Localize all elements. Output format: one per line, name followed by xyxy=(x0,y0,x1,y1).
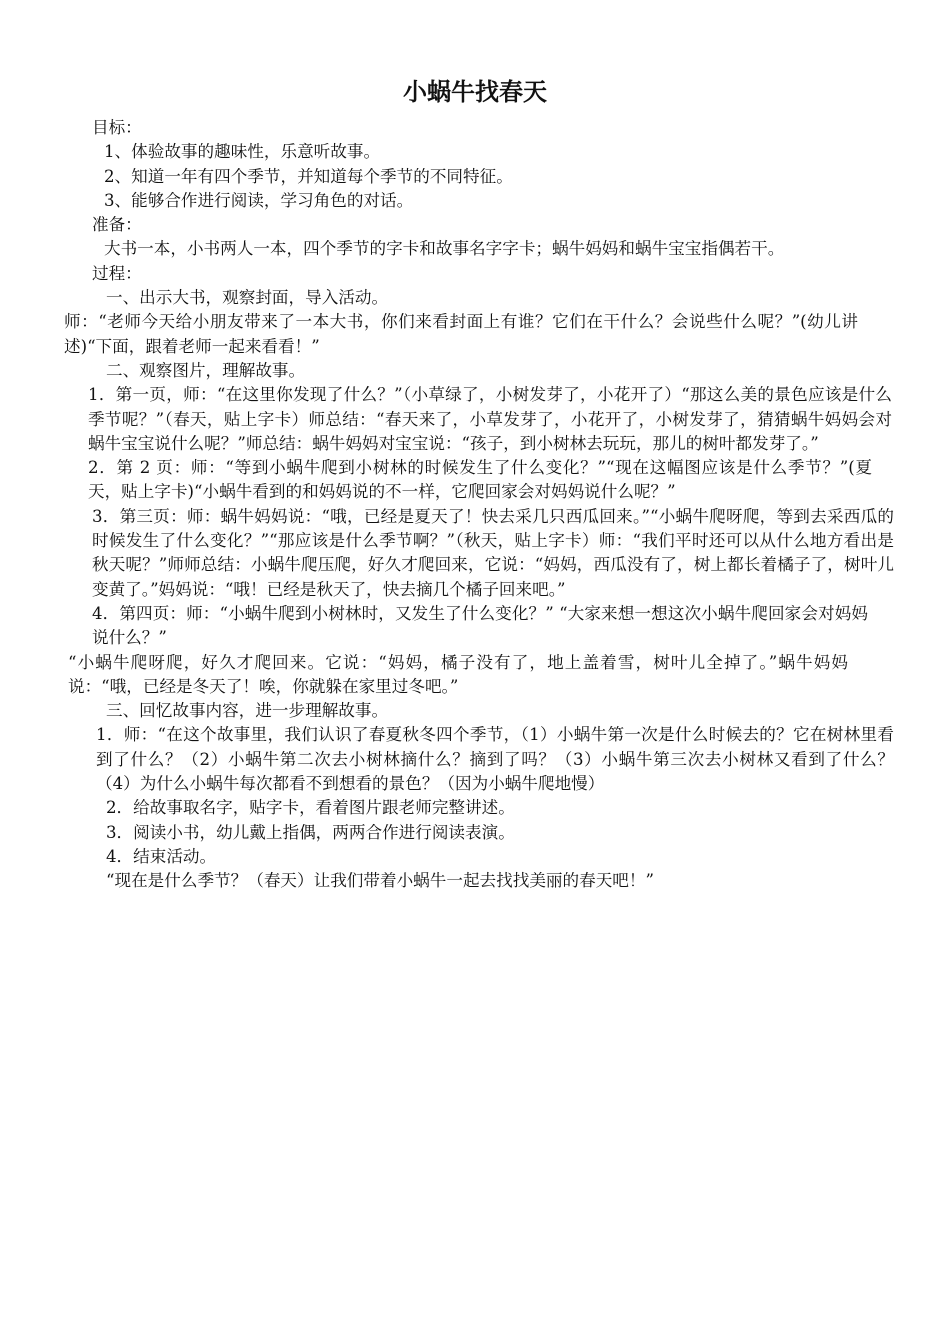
process-step-heading: 一、出示大书，观察封面，导入活动。 xyxy=(106,288,389,308)
section-heading-process: 过程： xyxy=(92,263,142,283)
process-step-heading: 二、观察图片，理解故事。 xyxy=(106,360,306,380)
process-paragraph: 师：“老师今天给小朋友带来了一本大书，你们来看封面上有谁？它们在干什么？会说些什么呢？”(幼儿讲述)“下面，跟着老师一起来看看！” xyxy=(64,312,858,356)
process-item: 3．阅读小书，幼儿戴上指偶，两两合作进行阅读表演。 xyxy=(106,822,515,842)
process-paragraph: 3．第三页：师：蜗牛妈妈说：“哦，已经是夏天了！快去采几只西瓜回来。”“小蜗牛爬呀爬，等到去采西瓜的时候发生了什么变化？”“那应该是什么季节啊？”（秋天，贴上字卡）师：“我们平时还可以从什么地方看出是秋天呢？”师师总结：小蜗牛爬压爬，好久才爬回来，它说：“妈妈，西瓜没有了，树上都长着橘子了，树叶儿变黄了。”妈妈说：“哦！已经是秋天了，快去摘几个橘子回来吧。” xyxy=(92,506,894,599)
goal-item: 1、体验故事的趣味性，乐意听故事。 xyxy=(104,142,381,162)
process-paragraph: 1．第一页，师：“在这里你发现了什么？”（小草绿了，小树发芽了，小花开了）“那这么美的景色应该是什么季节呢？”（春天，贴上字卡）师总结：“春天来了，小草发芽了，小花开了，小树发芽了，猜猜蜗牛妈妈会对蜗牛宝宝说什么呢？”师总结：蜗牛妈妈对宝宝说：“孩子，到小树林去玩玩，那儿的树叶都发芽了。” xyxy=(88,385,892,453)
goal-item: 2、知道一年有四个季节，并知道每个季节的不同特征。 xyxy=(104,166,513,186)
process-paragraph: “小蜗牛爬呀爬，好久才爬回来。它说：“妈妈，橘子没有了，地上盖着雪，树叶儿全掉了。”蜗牛妈妈说：“哦，已经是冬天了！唉，你就躲在家里过冬吧。” xyxy=(68,652,848,696)
process-item: 2．给故事取名字，贴字卡，看着图片跟老师完整讲述。 xyxy=(106,798,515,818)
document-body xyxy=(64,116,894,894)
closing-quote: “现在是什么季节？（春天）让我们带着小蜗牛一起去找找美丽的春天吧！” xyxy=(106,871,654,891)
process-paragraph: 2．第 2 页：师：“等到小蜗牛爬到小树林的时候发生了什么变化？”“现在这幅图应该是什么季节？”(夏天，贴上字卡)“小蜗牛看到的和妈妈说的不一样，它爬回家会对妈妈说什么呢？” xyxy=(88,458,872,502)
process-step-heading: 三、回忆故事内容，进一步理解故事。 xyxy=(106,701,389,721)
goal-item: 3、能够合作进行阅读，学习角色的对话。 xyxy=(104,190,414,210)
process-paragraph: 1．师：“在这个故事里，我们认识了春夏秋冬四个季节，（1）小蜗牛第一次是什么时候去的？它在树林里看到了什么？（2）小蜗牛第二次去小树林摘什么？摘到了吗？（3）小蜗牛第三次去小树林又看到了什么？（4）为什么小蜗牛每次都看不到想看的景色？（因为小蜗牛爬地慢） xyxy=(96,725,894,794)
process-item: 4．结束活动。 xyxy=(106,846,217,866)
preparation-text: 大书一本，小书两人一本，四个季节的字卡和故事名字字卡；蜗牛妈妈和蜗牛宝宝指偶若干。 xyxy=(104,239,785,259)
section-heading-preparation: 准备： xyxy=(92,215,142,235)
process-paragraph: 4．第四页：师：“小蜗牛爬到小树林时，又发生了什么变化？” “大家来想一想这次小蜗牛爬回家会对妈妈说什么？” xyxy=(92,603,868,648)
section-heading-goals: 目标： xyxy=(92,118,142,137)
document-title: 小蜗牛找春天 xyxy=(403,78,547,106)
